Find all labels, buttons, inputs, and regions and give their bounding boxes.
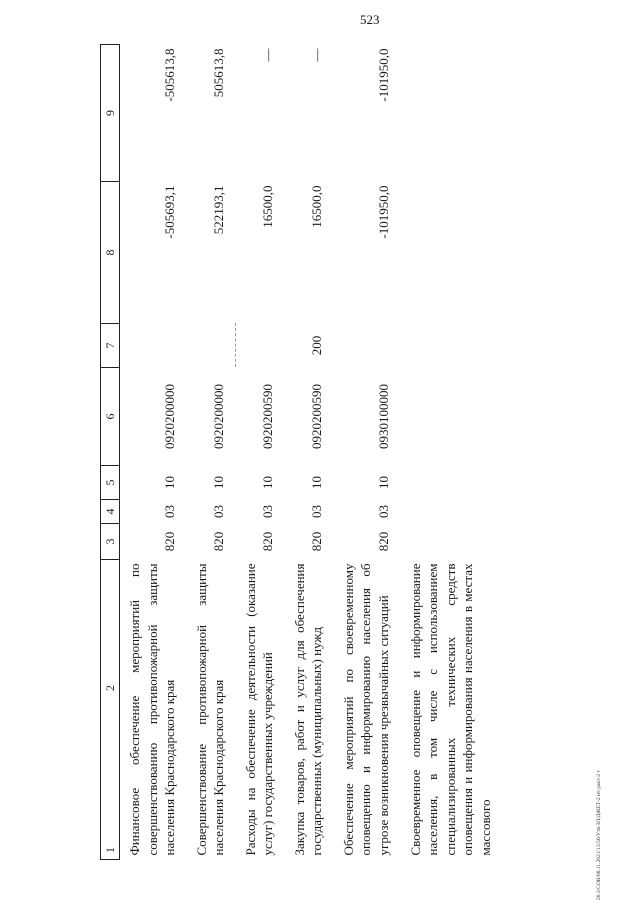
rotated-table-wrapper (100, 45, 600, 860)
row-code-6: 0920200590 (260, 384, 276, 449)
row-code-4: 03 (211, 505, 227, 518)
header-col-5: 5 (101, 466, 120, 500)
row-description: Закупка товаров, работ и услуг для обеспечения государственных (муниципальных) нужд (291, 563, 325, 856)
row-code-5: 10 (309, 476, 325, 489)
row-code-7 (120, 324, 187, 368)
row-description: Расходы на обеспечение деятельности (оказание услуг) государственных учреждений (242, 563, 276, 856)
table-row (120, 45, 187, 860)
row-code-7: 200 (309, 335, 325, 356)
row-amount-8: 16500,0 (260, 185, 276, 228)
row-code-3: 820 (376, 531, 392, 552)
header-col-7: 7 (101, 324, 120, 368)
row-code-7 (334, 324, 401, 368)
row-amount-9: — (309, 48, 325, 62)
row-code-4: 03 (309, 505, 325, 518)
row-code-7 (236, 324, 285, 368)
row-code-3: 820 (162, 531, 178, 552)
header-col-3: 3 (101, 524, 120, 560)
table-row (236, 45, 285, 860)
row-amount-8: 522193,1 (211, 185, 227, 235)
document-footer: 20.3/СОВ/08.11.2021/13:56/Утв-ЗЛ/ДЖЕТ-2 нт-дакт-2 т (596, 770, 602, 900)
row-code-6 (401, 368, 503, 466)
page-number: 523 (360, 12, 380, 27)
table-row (285, 45, 334, 860)
row-code-4: 03 (260, 505, 276, 518)
row-code-5 (401, 466, 503, 500)
row-code-7 (187, 324, 236, 368)
row-amount-9 (401, 45, 503, 182)
row-code-3: 820 (211, 531, 227, 552)
table-row (187, 45, 236, 860)
header-col-4: 4 (101, 500, 120, 524)
row-description: Обеспечение мероприятий по своевременному оповещению и информированию населения об угрозе возникновения чрезвычайных ситуаций (340, 563, 392, 856)
table-header (101, 45, 120, 860)
row-code-4: 03 (162, 505, 178, 518)
row-amount-9: -505613,8 (162, 48, 178, 102)
row-description: Финансовое обеспечение мероприятий по совершенствованию противопожарной защиты населения Краснодарского края (127, 563, 178, 856)
row-description: Совершенствование противопожарной защиты населения Краснодарского края (193, 563, 227, 856)
header-row (101, 45, 120, 860)
table-row (401, 45, 503, 860)
row-amount-8 (401, 182, 503, 324)
row-amount-8: -505693,1 (162, 185, 178, 239)
row-description: Своевременное оповещение и информирование населения, в том числе с использованием специализированных технических средств оповещения и информирования населения в местах массового (407, 563, 493, 856)
header-col-9: 9 (101, 45, 120, 182)
row-code-5: 10 (162, 476, 178, 489)
header-col-8: 8 (101, 182, 120, 324)
header-col-6: 6 (101, 368, 120, 466)
row-code-6: 0920200000 (211, 384, 227, 449)
row-amount-9: 505613,8 (211, 48, 227, 98)
row-code-3 (401, 524, 503, 560)
row-amount-8: 16500,0 (309, 185, 325, 228)
table-row (334, 45, 401, 860)
row-amount-8: -101950,0 (376, 185, 392, 239)
row-code-4: 03 (376, 505, 392, 518)
row-code-3: 820 (260, 531, 276, 552)
table-body (120, 45, 503, 860)
row-code-6: 0920200590 (309, 384, 325, 449)
row-code-5: 10 (260, 476, 276, 489)
header-col-1-2: 1 2 (101, 560, 120, 860)
row-amount-9: — (260, 48, 276, 62)
row-code-4 (401, 500, 503, 524)
row-code-7 (401, 324, 503, 368)
row-code-3: 820 (309, 531, 325, 552)
row-code-5: 10 (211, 476, 227, 489)
row-amount-9: -101950,0 (376, 48, 392, 102)
row-code-5: 10 (376, 476, 392, 489)
budget-table (100, 44, 502, 860)
row-code-6: 0920200000 (162, 384, 178, 449)
row-code-6: 0930100000 (376, 384, 392, 449)
